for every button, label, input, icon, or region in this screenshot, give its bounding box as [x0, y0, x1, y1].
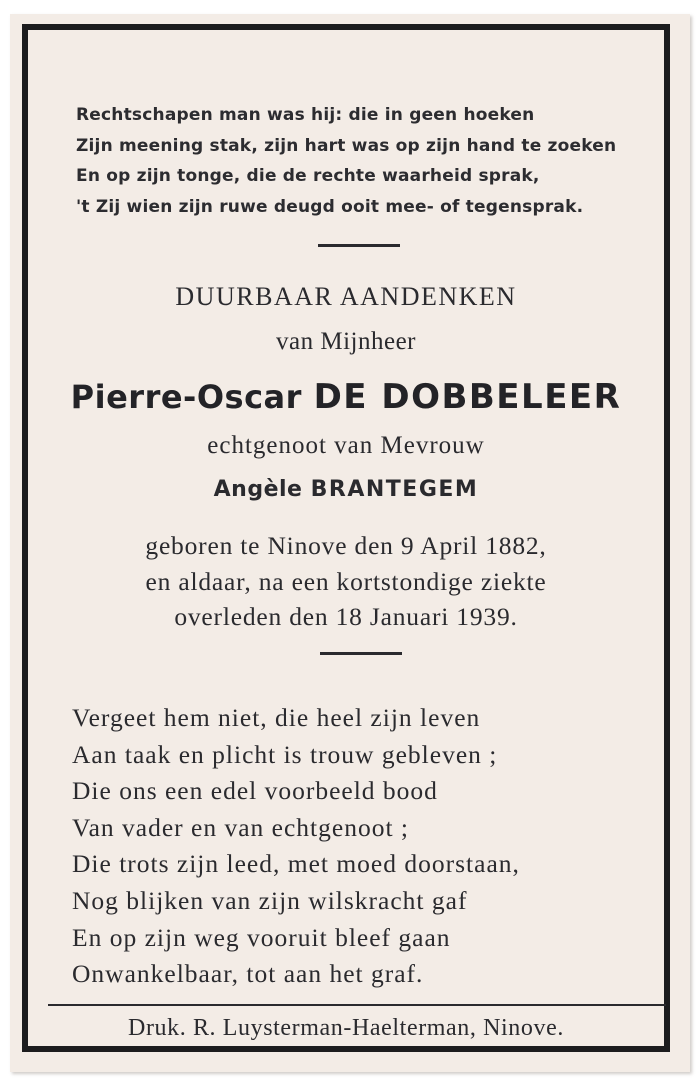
poem-line: Van vader en van echtgenoot ; [72, 812, 410, 842]
upper-divider [318, 244, 400, 247]
memorial-poem [72, 700, 520, 993]
deceased-first-name: Pierre-Oscar [70, 378, 302, 416]
memorial-card [10, 14, 690, 1072]
top-verse-line: Rechtschapen man was hij: die in geen hoeken [76, 105, 535, 125]
spouse-first-name: Angèle [213, 477, 303, 502]
top-verse-line: Zijn meening stak, zijn hart was op zijn hand te zoeken [76, 135, 617, 156]
spouse-name [28, 477, 664, 502]
biography [28, 528, 664, 635]
poem-line: Vergeet hem niet, die heel zijn leven [72, 703, 481, 732]
lower-divider [320, 652, 402, 655]
spouse-label: echtgenoot van Mevrouw [207, 432, 485, 459]
top-verse-line: 't Zij wien zijn ruwe deugd ooit mee- of tegensprak. [76, 196, 584, 217]
poem-line: Die ons een edel voorbeeld bood [72, 776, 438, 806]
bio-line: geboren te Ninove den 9 April 1882, [145, 531, 547, 560]
poem-line: Onwankelbaar, tot aan het graf. [72, 959, 424, 989]
poem-line: En op zijn weg vooruit bleef gaan [72, 922, 451, 952]
top-verse [76, 100, 616, 222]
top-verse-line: En op zijn tonge, die de rechte waarheid sprak, [76, 166, 540, 186]
poem-line: Die trots zijn leed, met moed doorstaan, [72, 849, 520, 879]
deceased-surname: DE DOBBELEER [313, 377, 622, 417]
spouse-surname: BRANTEGEM [310, 477, 479, 502]
bio-line: overleden den 18 Januari 1939. [174, 602, 518, 631]
deceased-name [28, 377, 664, 417]
printer-credit: Druk. R. Luysterman-Haelterman, Ninove. [128, 1015, 564, 1041]
bio-line: en aldaar, na een kortstondige ziekte [145, 566, 547, 596]
poem-line: Aan taak en plicht is trouw gebleven ; [72, 739, 498, 769]
card-border [22, 24, 670, 1052]
poem-line: Nog blijken van zijn wilskracht gaf [72, 885, 468, 915]
card-heading: DUURBAAR AANDENKEN [175, 282, 517, 311]
footer-rule [48, 1004, 666, 1006]
honorific-line: van Mijnheer [276, 328, 416, 355]
